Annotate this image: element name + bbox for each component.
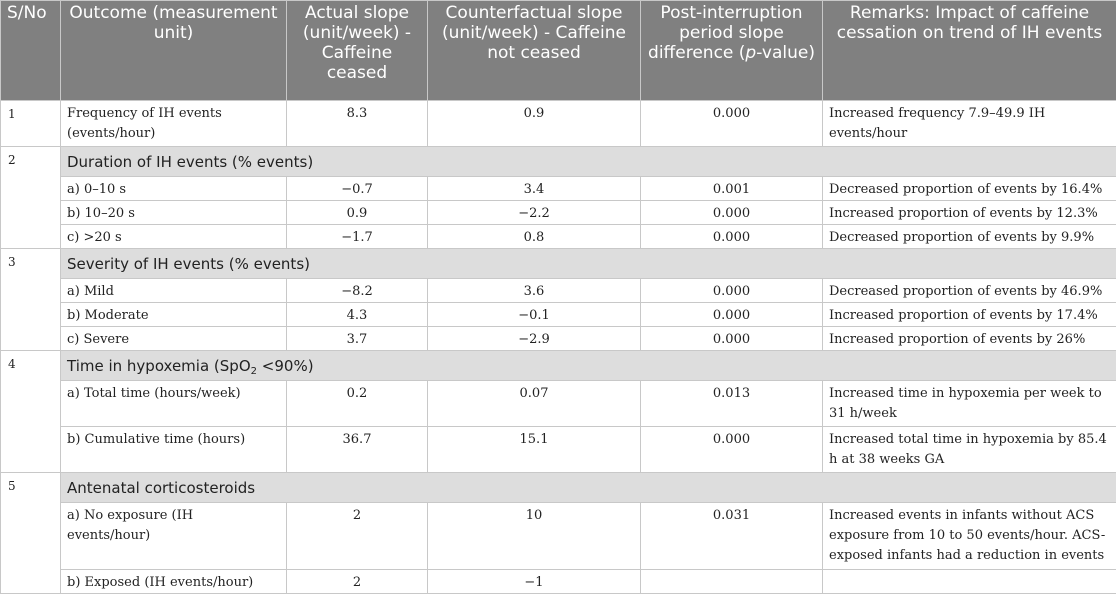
counterfactual-slope-cell: 15.1 [428,427,641,473]
group-title: Duration of IH events (% events) [61,147,1116,177]
remarks-cell: Decreased proportion of events by 9.9% [823,225,1116,249]
actual-slope-cell: 3.7 [287,327,428,351]
table-row [1,570,1116,594]
group-header-row [1,147,1116,177]
header-row [1,1,1116,101]
slope-difference-label-a: Post-interruption period slope difference ( [648,3,803,63]
table-row [1,279,1116,303]
p-value-cell: 0.000 [641,225,823,249]
p-value-cell: 0.000 [641,427,823,473]
remarks-cell: Decreased proportion of events by 16.4% [823,177,1116,201]
group-title-subscript: 2 [250,366,258,377]
group-header-row [1,249,1116,279]
col-header-counterfactual-slope: Counterfactual slope (unit/week) - Caffeine not ceased [428,1,641,101]
sno-cell: 1 [1,101,61,147]
table-row [1,101,1116,147]
col-header-remarks: Remarks: Impact of caffeine cessation on trend of IH events [823,1,1116,101]
actual-slope-cell: 4.3 [287,303,428,327]
outcome-cell: a) Total time (hours/week) [61,381,287,427]
remarks-cell: Increased events in infants without ACS exposure from 10 to 50 events/hour. ACS-exposed infants had a reduction in events [823,503,1116,570]
remarks-cell [823,570,1116,594]
counterfactual-slope-cell: 3.4 [428,177,641,201]
slope-difference-label-b: -value) [756,43,815,63]
remarks-cell: Increased time in hypoxemia per week to 31 h/week [823,381,1116,427]
table-row [1,427,1116,473]
outcome-cell: a) 0–10 s [61,177,287,201]
p-value-cell: 0.000 [641,201,823,225]
counterfactual-slope-cell: −2.9 [428,327,641,351]
outcome-cell: c) Severe [61,327,287,351]
counterfactual-slope-cell: 0.9 [428,101,641,147]
remarks-cell: Increased proportion of events by 12.3% [823,201,1116,225]
p-value-cell: 0.001 [641,177,823,201]
outcome-cell: b) Exposed (IH events/hour) [61,570,287,594]
group-title-text-b: <90%) [257,357,314,375]
group-title: Antenatal corticosteroids [61,473,1116,503]
col-header-actual-slope: Actual slope (unit/week) - Caffeine ceased [287,1,428,101]
col-header-sno: S/No [1,1,61,101]
outcome-cell: b) Cumulative time (hours) [61,427,287,473]
actual-slope-cell: 8.3 [287,101,428,147]
group-header-row [1,473,1116,503]
remarks-cell: Increased total time in hypoxemia by 85.4 h at 38 weeks GA [823,427,1116,473]
table-body [1,101,1116,594]
remarks-cell: Increased frequency 7.9–49.9 IH events/hour [823,101,1116,147]
p-value-cell: 0.031 [641,503,823,570]
counterfactual-slope-cell: 0.07 [428,381,641,427]
sno-cell: 2 [1,147,61,249]
p-value-cell: 0.000 [641,327,823,351]
outcome-cell: c) >20 s [61,225,287,249]
counterfactual-slope-cell: 0.8 [428,225,641,249]
table-row [1,225,1116,249]
actual-slope-cell: 2 [287,570,428,594]
group-header-row [1,351,1116,381]
counterfactual-slope-cell: 3.6 [428,279,641,303]
slope-difference-label-p: p [745,43,757,63]
p-value-cell: 0.000 [641,303,823,327]
outcome-cell: b) Moderate [61,303,287,327]
actual-slope-cell: 36.7 [287,427,428,473]
p-value-cell: 0.013 [641,381,823,427]
group-title: Severity of IH events (% events) [61,249,1116,279]
table-row [1,327,1116,351]
p-value-cell: 0.000 [641,101,823,147]
actual-slope-cell: 2 [287,503,428,570]
table-header [1,1,1116,101]
counterfactual-slope-cell: −0.1 [428,303,641,327]
p-value-cell: 0.000 [641,279,823,303]
remarks-cell: Increased proportion of events by 17.4% [823,303,1116,327]
col-header-outcome: Outcome (measurement unit) [61,1,287,101]
sno-cell: 3 [1,249,61,351]
remarks-cell: Decreased proportion of events by 46.9% [823,279,1116,303]
actual-slope-cell: 0.9 [287,201,428,225]
actual-slope-cell: −8.2 [287,279,428,303]
table-row [1,303,1116,327]
counterfactual-slope-cell: −2.2 [428,201,641,225]
counterfactual-slope-cell: −1 [428,570,641,594]
outcome-cell: Frequency of IH events (events/hour) [61,101,287,147]
actual-slope-cell: −1.7 [287,225,428,249]
table-row [1,503,1116,570]
counterfactual-slope-cell: 10 [428,503,641,570]
outcome-cell: b) 10–20 s [61,201,287,225]
group-title-text-a: Time in hypoxemia (SpO [67,357,251,375]
table-row [1,177,1116,201]
group-title [61,351,1116,381]
sno-cell: 4 [1,351,61,473]
p-value-cell [641,570,823,594]
remarks-cell: Increased proportion of events by 26% [823,327,1116,351]
col-header-slope-difference [641,1,823,101]
sno-cell: 5 [1,473,61,594]
outcome-cell: a) No exposure (IH events/hour) [61,503,287,570]
table-row [1,381,1116,427]
actual-slope-cell: −0.7 [287,177,428,201]
actual-slope-cell: 0.2 [287,381,428,427]
table-row [1,201,1116,225]
outcome-cell: a) Mild [61,279,287,303]
